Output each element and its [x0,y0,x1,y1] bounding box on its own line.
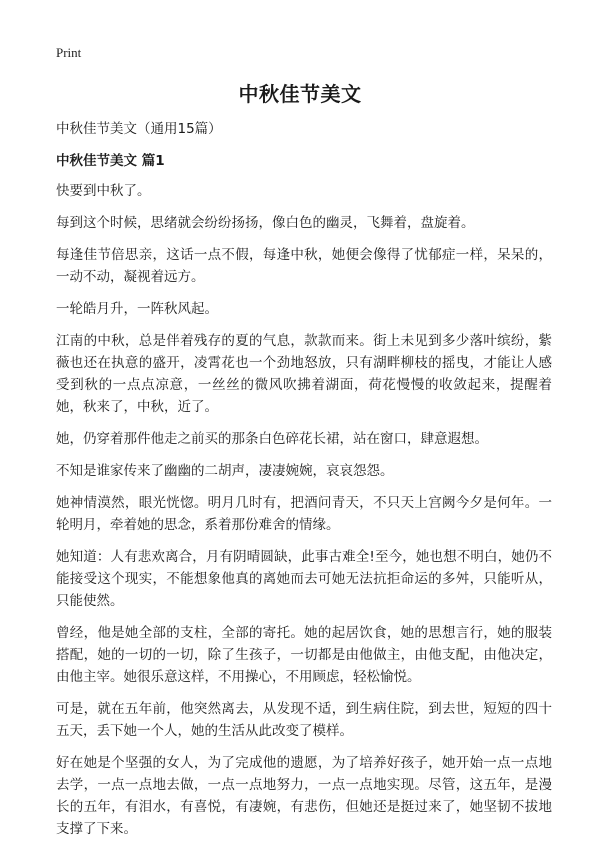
paragraph: 每逢佳节倍思亲，这话一点不假，每逢中秋，她便会像得了忧郁症一样，呆呆的，一动不动，凝视着远方。 [56,247,552,285]
paragraph: 一轮皓月升，一阵秋风起。 [56,301,218,317]
paragraph: 江南的中秋，总是伴着残存的夏的气息，款款而来。街上未见到多少落叶缤纷，紫薇也还在执意的盛开，凌霄花也一个劲地怒放，只有湖畔柳枝的摇曳，才能让人感受到秋的一点点凉意，一丝丝的微风吹拂着湖面，荷花慢慢的收敛起来，提醒着她，秋来了，中秋，近了。 [56,333,552,415]
document-body [56,118,552,850]
document-subtitle: 中秋佳节美文（通用15篇） [56,121,222,137]
print-label: Print [56,45,82,60]
paragraph: 好在她是个坚强的女人，为了完成他的遗愿，为了培养好孩子，她开始一点一点地去学，一点一点地去做，一点一点地努力，一点一点地实现。尽管，这五年，是漫长的五年，有泪水，有喜悦，有凄婉，有悲伤，但她还是挺过来了，她坚韧不拔地支撑了下来。 [56,755,552,837]
paragraph: 每到这个时候，思绪就会纷纷扬扬，像白色的幽灵，飞舞着，盘旋着。 [56,215,475,231]
paragraph: 她，仍穿着那件他走之前买的那条白色碎花长裙，站在窗口，肆意遐想。 [56,431,488,447]
paragraph: 可是，就在五年前，他突然离去，从发现不适，到生病住院，到去世，短短的四十五天，丢下她一个人，她的生活从此改变了模样。 [56,701,552,739]
paragraph: 她知道：人有悲欢离合，月有阴晴圆缺，此事古难全!至今，她也想不明白，她仍不能接受这个现实，不能想象他真的离她而去可她无法抗拒命运的多舛，只能听从，只能使然。 [56,549,552,609]
page-title: 中秋佳节美文 [238,82,362,106]
paragraph: 曾经，他是她全部的支柱，全部的寄托。她的起居饮食，她的思想言行，她的服装搭配，她的一切的一切，除了生孩子，一切都是由他做主，由他支配，由他决定，由他主宰。她很乐意这样，不用操心，不用顾虑，轻松愉悦。 [56,625,552,685]
section-heading: 中秋佳节美文 篇1 [56,153,165,169]
paragraph: 快要到中秋了。 [56,183,151,199]
paragraph: 她神情漠然，眼光恍惚。明月几时有，把酒问青天，不只天上宫阙今夕是何年。一轮明月，牵着她的思念，系着那份难舍的情缘。 [56,495,552,533]
paragraph: 不知是谁家传来了幽幽的二胡声，凄凄婉婉，哀哀怨怨。 [56,463,394,479]
